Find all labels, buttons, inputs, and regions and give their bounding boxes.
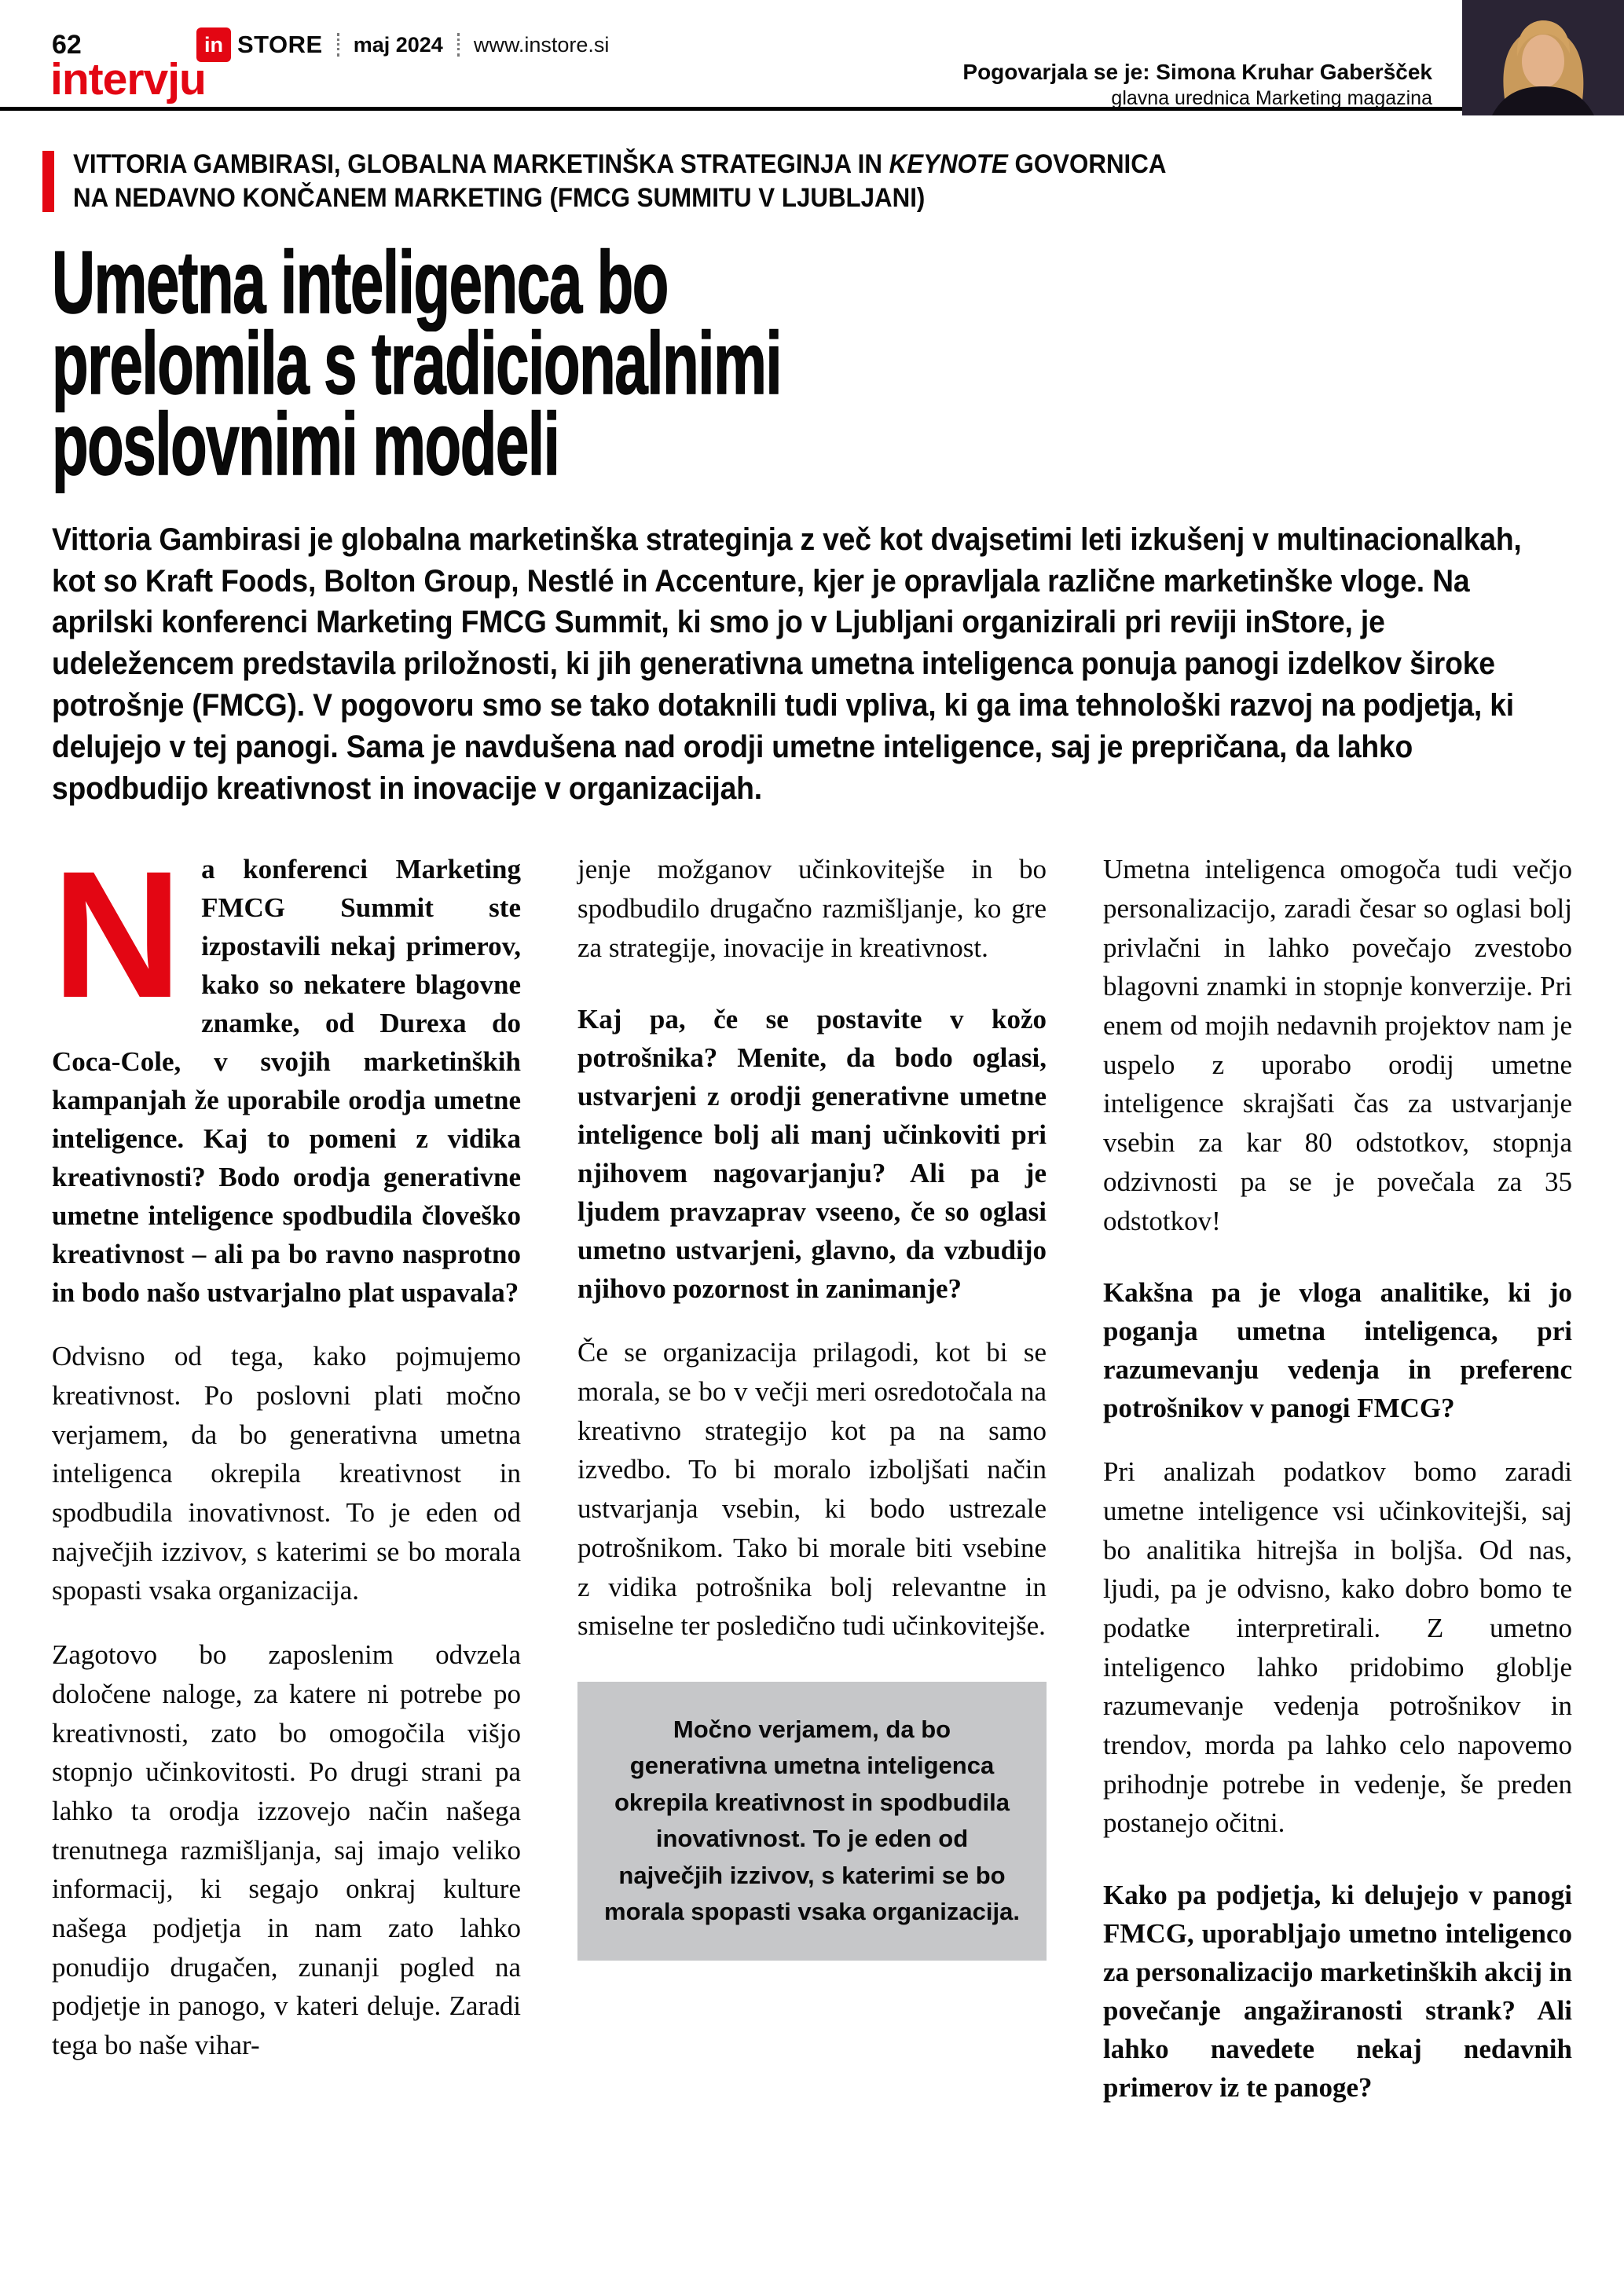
article-column-3: [1103, 850, 1572, 2132]
article-columns: [52, 833, 1572, 2132]
article-page: [0, 132, 1624, 2132]
answer-paragraph: Pri analizah podatkov bomo zaradi umetne inteligence vsi učinkovitejši, saj bo analitika hitrejša in boljša. Od nas, ljudi, pa je odvisno, kako dobro bomo te podatke interpretirali. Z umetno inteligenco lahko pridobimo globlje razumevanje vedenja potrošnikov in trendov, morda pa lahko celo napovemo prihodnje potrebe in vedenje, še preden postanejo očitni.: [1103, 1456, 1572, 1839]
answer-paragraph: jenje možganov učinkovitejše in bo spodbudilo drugačno razmišljanje, ko gre za strategije, inovacije in kreativnost.: [577, 854, 1047, 963]
pull-quote: Močno verjamem, da bo generativna umetna inteligenca okrepila kreativnost in spodbudila inovativnost. To je eden od največjih izzivov, s katerimi se bo morala spopasti vsaka organizacija.: [577, 1682, 1047, 1961]
kicker-line-2: NA NEDAVNO KONČANEM MARKETING (FMCG SUMMITU V LJUBLJANI): [73, 182, 926, 213]
section-title: intervju: [50, 54, 206, 104]
kicker-line-1: [73, 148, 1166, 181]
main-headline: [52, 233, 1572, 493]
drop-cap: N: [52, 833, 183, 1036]
answer-paragraph: Odvisno od tega, kako pojmujemo kreativnost. Po poslovni plati močno verjamem, da bo generativna umetna inteligenca okrepila kreativnost in spodbudila inovativnost. To je eden od največjih izzivov, s katerimi se bo morala spopasti vsaka organizacija.: [52, 1341, 521, 1606]
interviewer-photo: [1462, 0, 1624, 115]
interview-question: [52, 833, 521, 1312]
interview-question: Kaj pa, če se postavite v kožo potrošnika? Menite, da bodo oglasi, ustvarjeni z orodji generativne umetne inteligence bolj ali manj učinkoviti pri njihovem nagovarjanju? Ali pa je ljudem pravzaprav vseeno, če so oglasi umetno ustvarjeni, glavno, da vzbudijo njihovo pozornost in zanimanje?: [577, 1004, 1047, 1305]
article-column-1: [52, 833, 521, 2132]
kicker-text: [73, 148, 1261, 215]
question-text: a konferenci Marketing FMCG Summit ste izpostavili nekaj primerov, kako so nekatere blagovne znamke, od Durexa do Coca-Cole, v svojih marketinških kampanjah že uporabile orodja umetne inteligence. Kaj to pomeni z vidika kreativnosti? Bodo orodja generativne umetne inteligence spodbudila človeško kreativnost – ali pa bo ravno nasprotno in bodo našo ustvarjalno plat uspavala?: [52, 854, 521, 1309]
answer-paragraph: Umetna inteligenca omogoča tudi večjo personalizacijo, zaradi česar so oglasi bolj privlačni in lahko povečajo zvestobo blagovni znamki in stopnje konverzije. Pri enem od mojih nedavnih projektov nam je uspelo z uporabo orodij umetne inteligence skrajšati čas za ustvarjanje vsebin za kar 80 odstotkov, stopnja odzivnosti pa se je povečala za 35 odstotkov!: [1103, 854, 1572, 1236]
instore-logo-icon: in: [196, 27, 231, 62]
intro-paragraph: Vittoria Gambirasi je globalna marketinška strateginja z več kot dvajsetimi leti izkušenj v multinacionalkah, kot so Kraft Foods, Bolton Group, Nestlé in Accenture, kjer je opravljala različne marketinške vloge. Na aprilski konferenci Marketing FMCG Summit, ki smo jo v Ljubljani organizirali pri reviji inStore, je udeležencem predstavila priložnosti, ki jih generativna umetna inteligenca ponuja panogi izdelkov široke potrošnje (FMCG). V pogovoru smo se tako dotaknili tudi vpliva, ki ga ima tehnološki razvoj na podjetja, ki delujejo v tej panogi. Sama je navdušena nad orodji umetne inteligence, saj je prepričana, da lahko spodbudijo kreativnost in inovacije v organizacijah.: [52, 522, 1522, 806]
page-number: 62: [52, 30, 82, 60]
byline: [962, 60, 1432, 110]
headline-line: prelomila s tradicionalnimi: [52, 313, 782, 412]
kicker-text-pre: VITTORIA GAMBIRASI, GLOBALNA MARKETINŠKA STRATEGINJA IN: [73, 149, 889, 179]
headline-line: Umetna inteligenca bo: [52, 233, 668, 331]
answer-paragraph: Zagotovo bo zaposlenim odvzela določene naloge, za katere ni potrebe po kreativnosti, zato bo omogočila višjo stopnjo učinkovitosti. Po drugi strani pa lahko ta orodja izzovejo način našega trenutnega razmišljanja, saj imajo veliko informacij, ki segajo onkraj kulture našega podjetja in nam zato lahko ponudijo drugačen, zunanji pogled na podjetje in panogo, v kateri deluje. Zaradi tega bo naše vihar-: [52, 1639, 521, 2061]
interview-question: Kako pa podjetja, ki delujejo v panogi FMCG, uporabljajo umetno inteligenco za personalizacijo marketinških akcij in povečanje angažiranosti strank? Ali lahko navedete nekaj nedavnih primerov iz te panoge?: [1103, 1880, 1572, 2104]
instore-logo-text: STORE: [237, 31, 323, 58]
kicker: [52, 148, 1572, 215]
answer-paragraph: Če se organizacija prilagodi, kot bi se morala, se bo v večji meri osredotočala na kreativno strategijo kot pa na samo izvedbo. To bi moralo izboljšati način ustvarjanja vsebin, ki bodo ustrezale potrošnikom. Tako bi morale biti vsebine z vidika potrošnika bolj relevantne in smiselne ter posledično tudi učinkovitejše.: [577, 1337, 1047, 1642]
issue-date: maj 2024: [353, 32, 443, 57]
instore-logo: [196, 27, 609, 63]
interviewer-name: Pogovarjala se je: Simona Kruhar Gaberšček: [962, 60, 1432, 84]
header-separator: [337, 33, 339, 57]
interviewer-role: glavna urednica Marketing magazina: [1111, 87, 1432, 109]
headline-line: poslovnimi modeli: [52, 394, 559, 493]
kicker-red-bar: [42, 151, 54, 212]
kicker-text-post: GOVORNICA: [1007, 149, 1167, 179]
portrait-illustration: [1462, 0, 1624, 115]
interview-question: Kakšna pa je vloga analitike, ki jo poganja umetna inteligenca, pri razumevanju vedenja in preferenc potrošnikov v panogi FMCG?: [1103, 1277, 1572, 1424]
kicker-keynote-italic: KEYNOTE: [889, 149, 1008, 179]
header-separator: [457, 33, 460, 57]
website-link[interactable]: www.instore.si: [473, 32, 610, 57]
article-column-2: [577, 850, 1047, 2132]
